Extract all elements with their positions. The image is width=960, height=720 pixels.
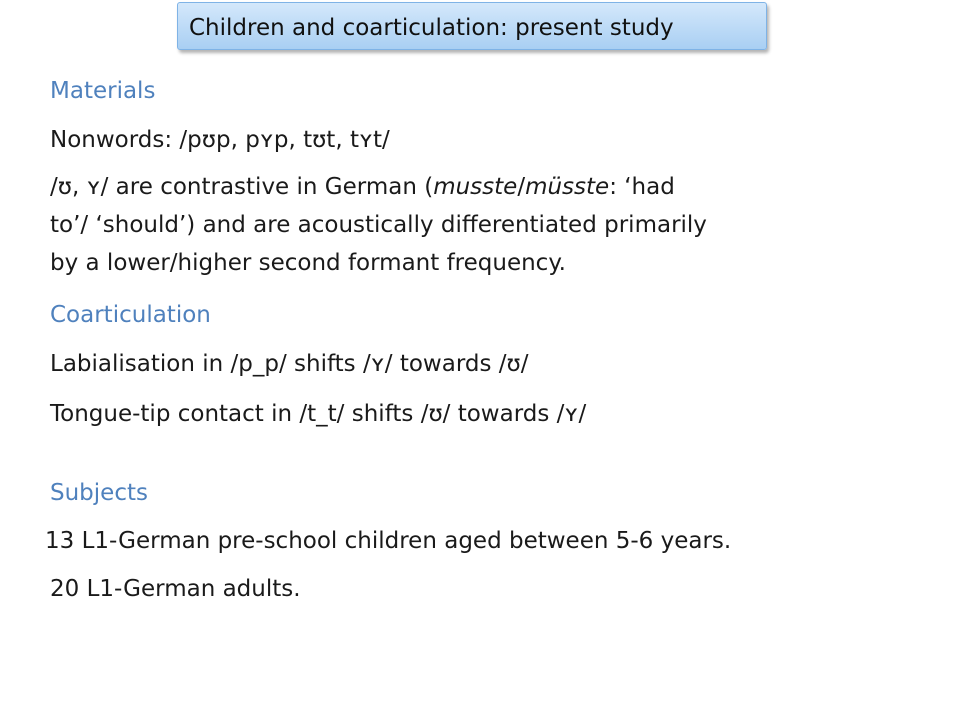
- coarticulation-heading: Coarticulation: [50, 302, 211, 328]
- contrast-line-2: to’/ ‘should’) and are acoustically differentiated primarily: [50, 212, 707, 238]
- contrast-paragraph: [50, 168, 830, 282]
- tongue-tip-line: Tongue-tip contact in /t_t/ shifts /ʊ/ towards /ʏ/: [50, 401, 587, 427]
- materials-heading: Materials: [50, 78, 156, 104]
- slide-title-box: [177, 2, 767, 50]
- subjects-heading: Subjects: [50, 480, 148, 506]
- contrast-line-1: [50, 168, 830, 206]
- contrast-word-muesste: müsste: [525, 174, 610, 200]
- contrast-line-3: by a lower/higher second formant frequency.: [50, 250, 566, 276]
- contrast-word-musste: musste: [433, 174, 518, 200]
- contrast-post: : ‘had: [609, 174, 675, 200]
- labialisation-line: Labialisation in /p_p/ shifts /ʏ/ towards /ʊ/: [50, 351, 529, 377]
- adult-subjects-line: 20 L1-German adults.: [50, 576, 301, 602]
- slide-title: Children and coarticulation: present study: [189, 15, 674, 41]
- children-subjects-line: 13 L1-German pre-school children aged between 5-6 years.: [45, 528, 732, 554]
- nonwords-line: Nonwords: /pʊp, pʏp, tʊt, tʏt/: [50, 127, 390, 153]
- contrast-pre: /ʊ, ʏ/ are contrastive in German (: [50, 174, 434, 200]
- contrast-slash: /: [517, 174, 526, 200]
